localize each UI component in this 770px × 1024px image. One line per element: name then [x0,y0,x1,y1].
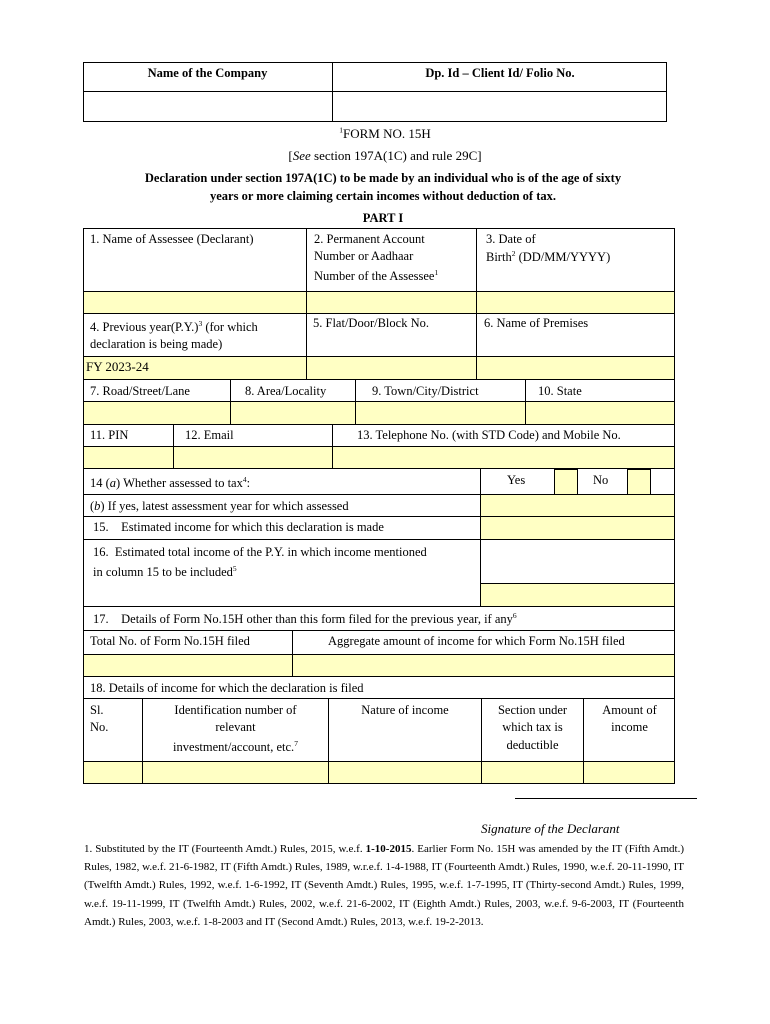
pan-input[interactable] [307,292,476,313]
company-name-header: Name of the Company [147,66,268,80]
yes-checkbox[interactable] [554,469,578,495]
form15h-total-label: Total No. of Form No.15H filed [90,634,250,648]
signature-line[interactable] [515,798,697,799]
declaration-line-2: years or more claiming certain incomes without deduction of tax. [209,189,557,203]
field-14a-label: 14 (a) Whether assessed to tax$^4$: [90,474,251,490]
previous-year-value: FY 2023-24 [86,359,149,374]
part-heading: PART I [362,211,404,225]
identification-input[interactable] [143,762,328,783]
field-11-label: 11. PIN [90,428,129,442]
no-checkbox[interactable] [627,469,651,495]
client-id-header: Dp. Id – Client Id/ Folio No. [425,66,575,80]
flat-input[interactable] [307,357,476,379]
field-12-label: 12. Email [185,428,234,442]
field-5-label: 5. Flat/Door/Block No. [313,316,429,330]
assessment-year-input[interactable] [481,495,674,516]
state-input[interactable] [526,402,674,424]
field-13-label: 13. Telephone No. (with STD Code) and Mobile No. [357,428,621,442]
client-id-input[interactable] [333,92,666,121]
form15h-total-input[interactable] [84,655,292,676]
field-1-label: 1. Name of Assessee (Declarant) [90,232,254,246]
declaration-line-1: Declaration under section 197A(1C) to be made by an individual who is of the age of sixty [144,171,622,185]
field-3-label: 3. Date of Birth$^2$ (DD/MM/YYYY) [486,232,611,265]
form-title: $^1$FORM NO. 15H [339,125,431,141]
nature-header: Nature of income [361,703,449,717]
field-2-label: 2. Permanent Account Number or Aadhaar Number of the Assessee$^1$ [314,232,439,283]
field-8-label: 8. Area/Locality [245,384,327,398]
yes-label: Yes [507,473,526,487]
telephone-input[interactable] [333,447,674,468]
field-17-label: 17. Details of Form No.15H other than this form filed for the previous year, if any$^6$ [93,610,517,626]
field-7-label: 7. Road/Street/Lane [90,384,190,398]
identification-header: Identification number of relevant investment/account, etc.$^7$ [173,703,298,754]
email-input[interactable] [174,447,332,468]
sl-no-header: Sl. No. [90,703,109,735]
field-4-label: 4. Previous $year(P.Y.)^3$ (for which declaration is being made) [90,318,258,352]
footnote: 1. Substituted by the IT (Fourteenth Amdt.) Rules, 2015, w.e.f. 1-10-2015. Earlier Form No. 15H was amended by the IT (Fifth Amdt.) Rules, 1982, w.e.f. 21-6-1982, IT (Fifth Amdt.) Rules, 1989, w.r.e.f. 1-4-1988, IT (Fourteenth Amdt.) Rules, 1990, w.e.f. 20-11-1990, IT (Twelfth Amdt.) Rules, 1992, w.e.f. 1-6-1992, IT (Seventh Amdt.) Rules, 1995, w.e.f. 1-7-1995, IT (Thirty-second Amdt.) Rules, 1999, w.e.f. 19-11-1999, IT (Twelfth Amdt.) Rules, 2002, w.e.f. 21-6-2002, IT (Eighth Amdt.) Rules, 2003, w.e.f. 9-6-2003, IT (Fourteenth Amdt.) Rules, 2003, w.e.f. 1-8-2003 and IT (Second Amdt.) Rules, 2013, w.e.f. 19-2-2013. [84,843,684,928]
field-18-label: 18. Details of income for which the declaration is filed [90,681,364,695]
estimated-income-input[interactable] [481,517,674,539]
road-input[interactable] [84,402,230,424]
area-input[interactable] [231,402,355,424]
company-name-input[interactable] [84,92,331,121]
town-input[interactable] [356,402,525,424]
amount-header: Amount of income [602,703,657,735]
amount-input[interactable] [584,762,674,783]
field-6-label: 6. Name of Premises [484,316,589,330]
field-15-label: 15. Estimated income for which this declaration is made [93,520,384,534]
field-10-label: 10. State [538,384,582,398]
section-header: Section under which tax is deductible [497,703,568,752]
premises-input[interactable] [477,357,674,379]
dob-input[interactable] [477,292,674,313]
form15h-aggregate-input[interactable] [293,655,674,676]
form-reference: [See section 197A(1C) and rule 29C] [288,148,482,163]
section-input[interactable] [482,762,583,783]
nature-input[interactable] [329,762,481,783]
field-16-label: 16. Estimated total income of the P.Y. in which income mentioned in column 15 to be included$^5$ [93,545,427,580]
form15h-aggregate-label: Aggregate amount of income for which Form No.15H filed [328,634,625,648]
no-label: No [593,473,609,487]
signature-label: Signature of the Declarant [481,821,620,836]
total-income-input[interactable] [481,584,674,606]
sl-no-input[interactable] [84,762,142,783]
field-9-label: 9. Town/City/District [372,384,479,398]
pin-input[interactable] [84,447,173,468]
assessee-name-input[interactable] [84,292,306,313]
field-14b-label: (b) If yes, latest assessment year for which assessed [90,499,349,513]
